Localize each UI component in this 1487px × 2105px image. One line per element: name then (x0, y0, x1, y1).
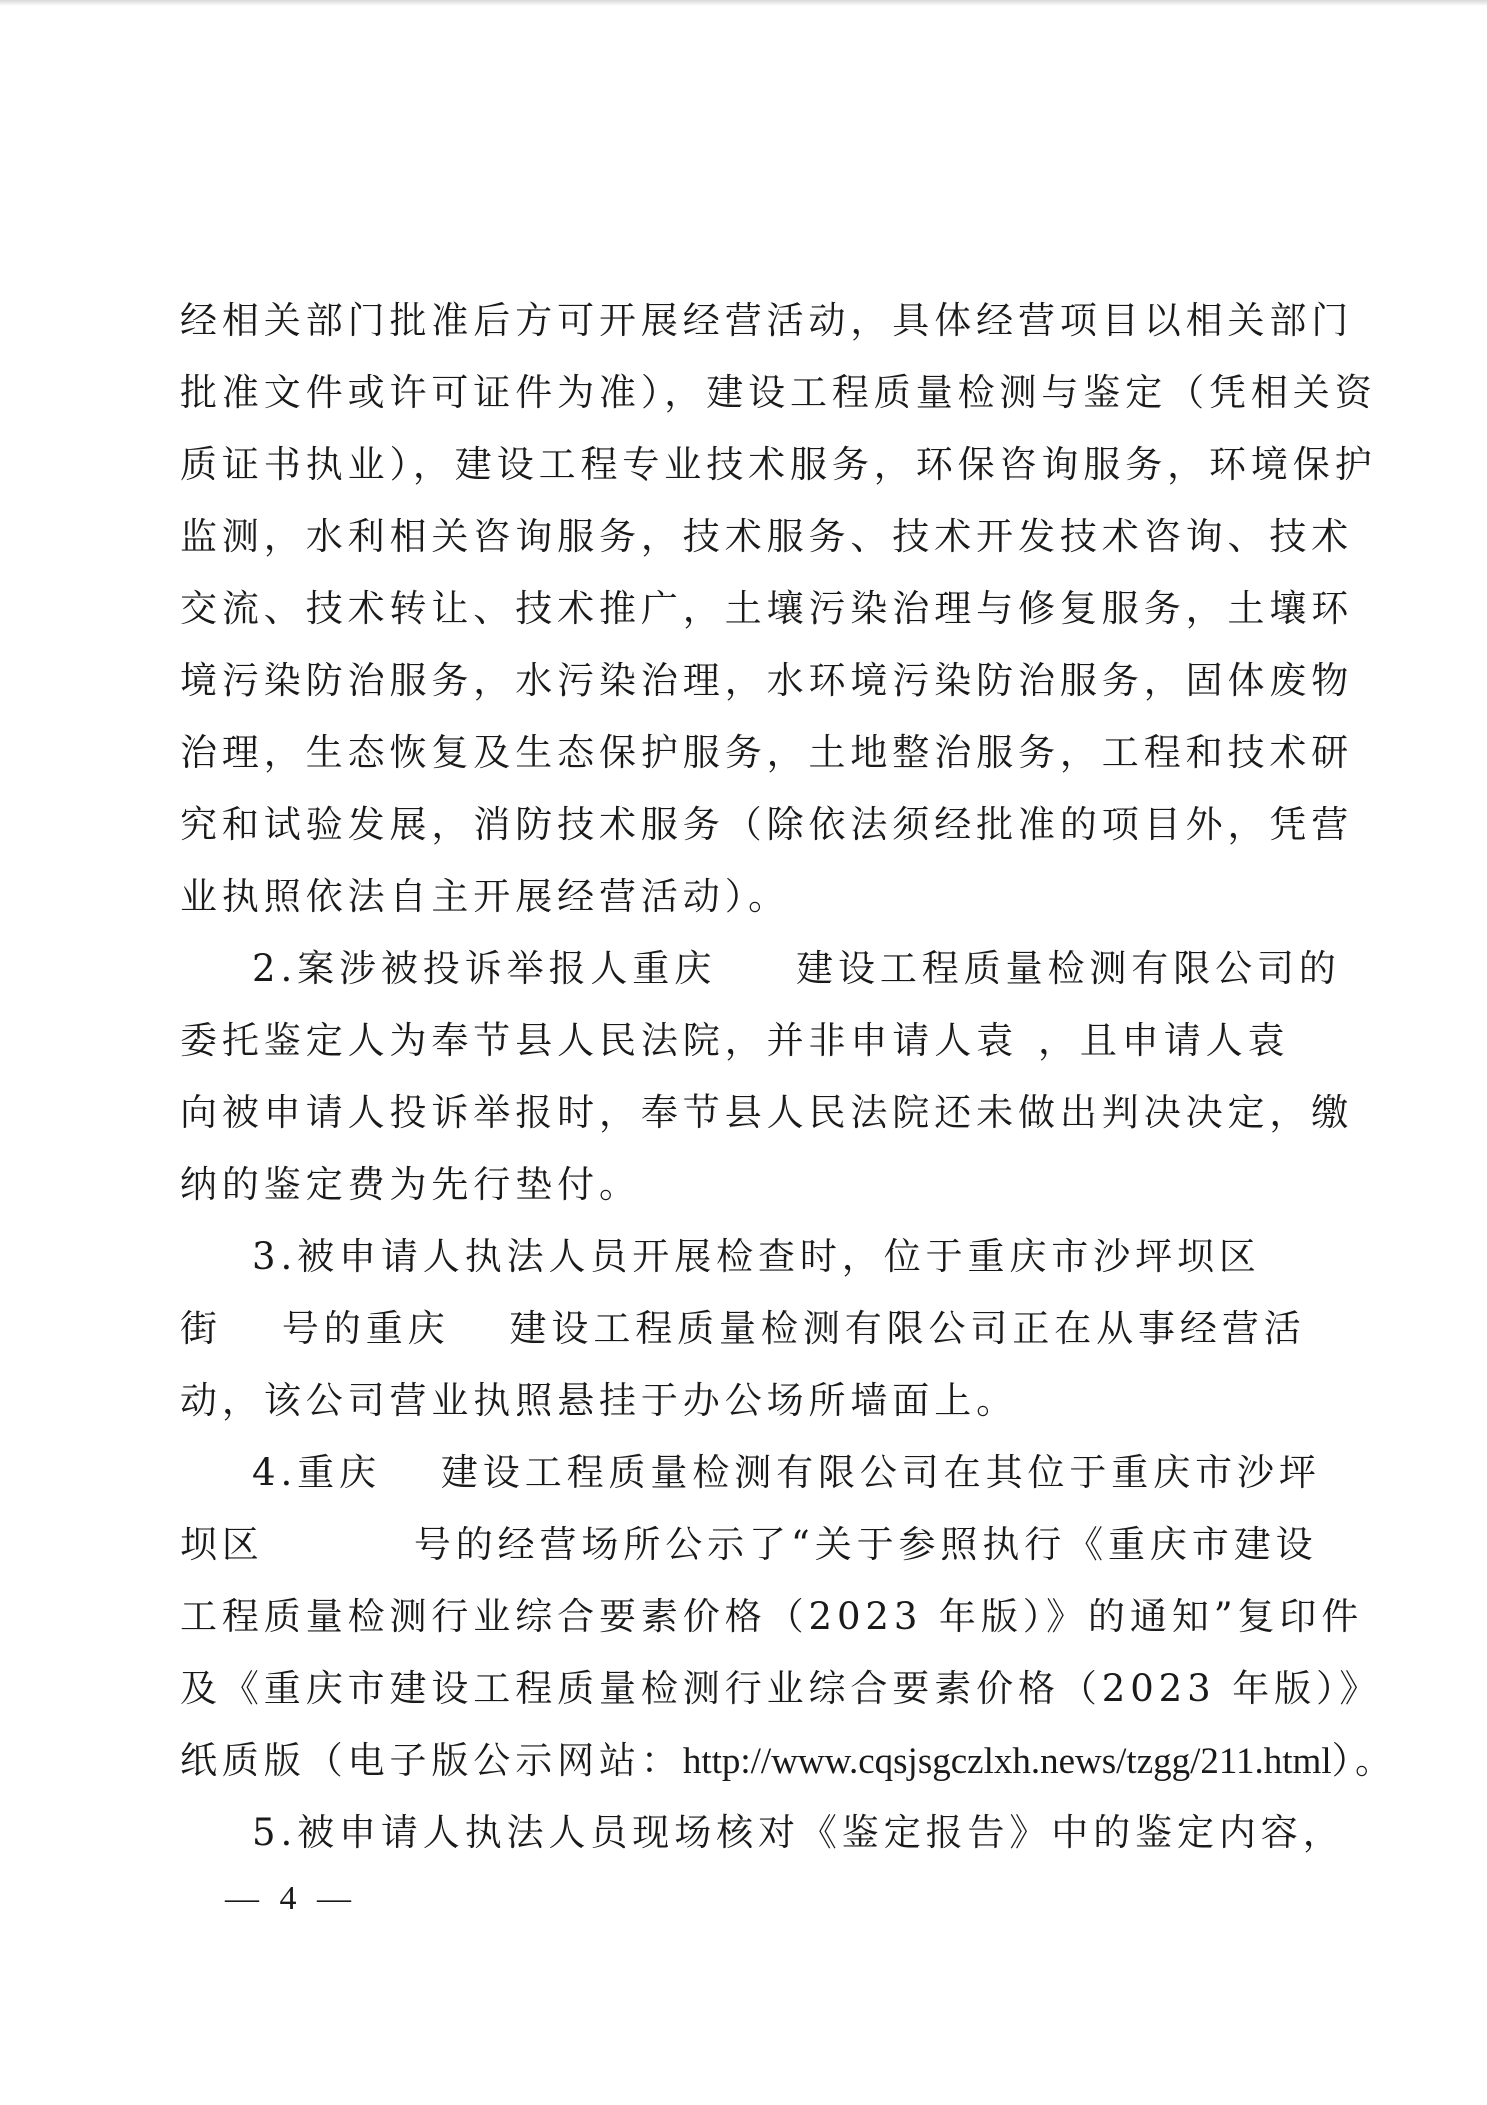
text-segment: 建设工程质量检测有限公司的 (796, 947, 1341, 990)
text-segment: 2.案涉被投诉举报人重庆 (252, 947, 717, 990)
text-segment: 纸质版（电子版公示网站： (180, 1739, 683, 1782)
paragraph-4-line-1 (180, 1437, 1321, 1509)
paragraph-3-line-2 (180, 1293, 1306, 1365)
paragraph-5-line-1: 5.被申请人执法人员现场核对《鉴定报告》中的鉴定内容， (252, 1811, 1345, 1854)
website-url: http://www.cqsjsgczlxh.news/tzgg/211.html (682, 1741, 1332, 1782)
paragraph-4-line-3: 工程质量检测行业综合要素价格（2023 年版）》的通知”复印件 (180, 1595, 1364, 1638)
page-number: — 4 — (225, 1880, 357, 1917)
paragraph-3-line-3: 动，该公司营业执照悬挂于办公场所墙面上。 (180, 1379, 1018, 1422)
paragraph-2-line-3: 向被申请人投诉举报时，奉节县人民法院还未做出判决决定，缴 (180, 1091, 1354, 1134)
text-segment: 建设工程质量检测有限公司在其位于重庆市沙坪 (440, 1451, 1321, 1494)
text-segment: 号的重庆 (281, 1307, 450, 1350)
text-line: 经相关部门批准后方可开展经营活动，具体经营项目以相关部门 (180, 299, 1354, 342)
text-segment: 委托鉴定人为奉节县人民法院，并非申请人袁 (180, 1019, 1018, 1062)
paragraph-4-line-2 (180, 1509, 1318, 1581)
text-line: 交流、技术转让、技术推广，土壤污染治理与修复服务，土壤环 (180, 587, 1354, 630)
text-segment: 坝区 (180, 1523, 264, 1566)
text-line: 境污染防治服务，水污染治理，水环境污染防治服务，固体废物 (180, 659, 1354, 702)
text-line: 批准文件或许可证件为准），建设工程质量检测与鉴定（凭相关资 (180, 371, 1377, 414)
text-segment: 号的经营场所公示了“关于参照执行《重庆市建设 (413, 1523, 1318, 1566)
top-border (0, 0, 1487, 6)
paragraph-2-line-1 (180, 933, 1341, 1005)
text-line: 业执照依法自主开展经营活动）。 (180, 875, 790, 918)
text-line: 质证书执业），建设工程专业技术服务，环保咨询服务，环境保护 (180, 443, 1377, 486)
text-segment: ，且申请人袁 (1038, 1019, 1290, 1062)
paragraph-4-line-4: 及《重庆市建设工程质量检测行业综合要素价格（2023 年版）》 (180, 1667, 1382, 1710)
text-segment: 4.重庆 (252, 1451, 381, 1494)
text-line: 监测，水利相关咨询服务，技术服务、技术开发技术咨询、技术 (180, 515, 1354, 558)
text-segment: 建设工程质量检测有限公司正在从事经营活 (509, 1307, 1306, 1350)
paragraph-2-line-2 (180, 1005, 1290, 1077)
paragraph-3-line-1: 3.被申请人执法人员开展检查时，位于重庆市沙坪坝区 (252, 1235, 1261, 1278)
paragraph-2-line-4: 纳的鉴定费为先行垫付。 (180, 1163, 641, 1206)
text-segment: ）。 (1331, 1739, 1397, 1782)
text-line: 治理，生态恢复及生态保护服务，土地整治服务，工程和技术研 (180, 731, 1354, 774)
document-body (180, 285, 1397, 1869)
paragraph-4-line-5 (180, 1725, 1397, 1797)
text-line: 究和试验发展，消防技术服务（除依法须经批准的项目外，凭营 (180, 803, 1354, 846)
text-segment: 街 (180, 1307, 222, 1350)
